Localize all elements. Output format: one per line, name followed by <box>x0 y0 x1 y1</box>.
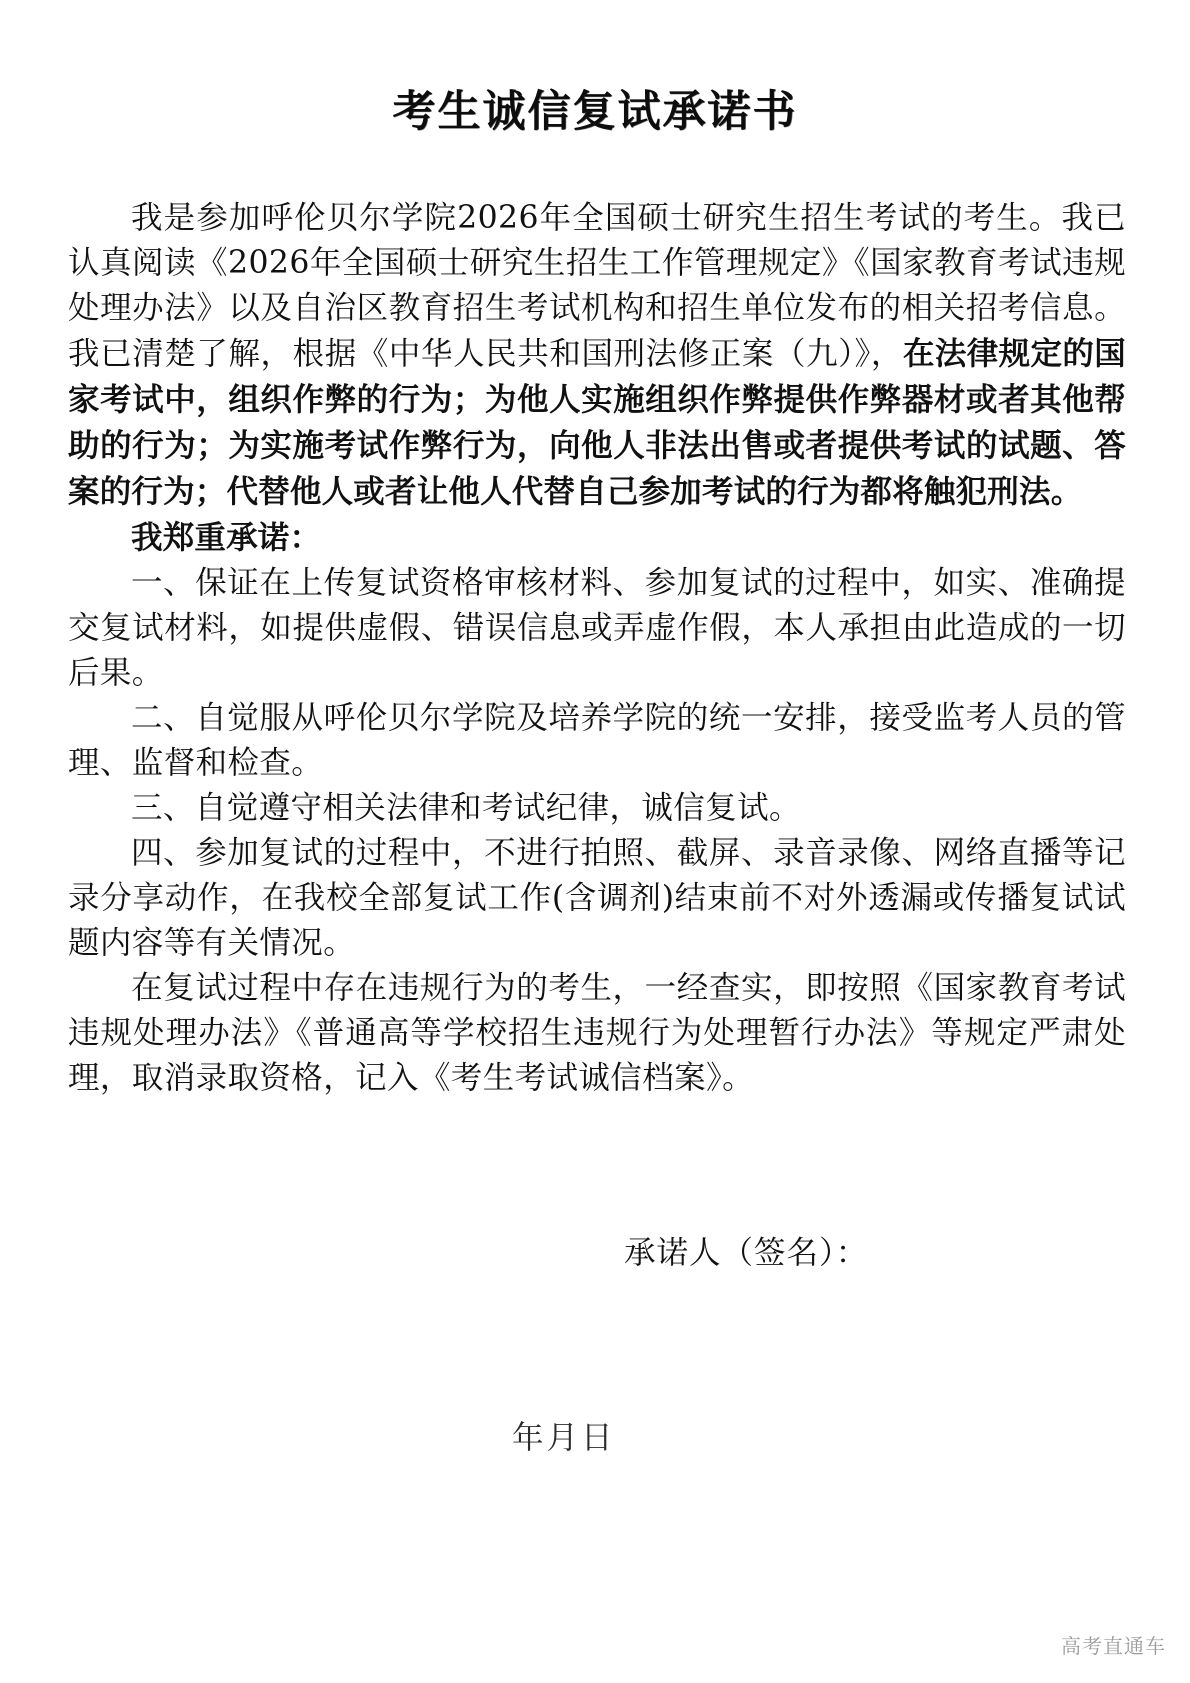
signature-block <box>68 1226 1126 1280</box>
signer-label: 承诺人（签名）： <box>624 1235 869 1271</box>
text-run: 四、参加复试的过程中，不进行拍照、截屏、录音录像、网络直播等记录分享动作，在我校全部复试工作(含调剂)结束前不对外透漏或传播复试试题内容等有关情况。 <box>68 835 1126 961</box>
text-run: 在法律规定的国家考试中，组织作弊的行为；为他人实施组织作弊提供作弊器材或者其他帮助的行为；为实施考试作弊行为，向他人非法出售或者提供考试的试题、答案的行为；代替他人或者让他人代替自己参加考试的行为都将触犯刑法。 <box>68 335 1126 510</box>
text-run: 二、自觉服从呼伦贝尔学院及培养学院的统一安排，接受监考人员的管理、监督和检查。 <box>68 700 1126 781</box>
paragraph-intro <box>68 196 1126 515</box>
page-title: 考生诚信复试承诺书 <box>392 87 798 137</box>
paragraph-item-4 <box>68 831 1126 966</box>
paragraph-item-3 <box>68 786 1126 831</box>
date-label: 年月日 <box>512 1420 616 1456</box>
text-run: 一、保证在上传复试资格审核材料、参加复试的过程中，如实、准确提交复试材料，如提供虚假、错误信息或弄虚作假，本人承担由此造成的一切后果。 <box>68 565 1126 691</box>
text-run: 在复试过程中存在违规行为的考生，一经查实，即按照《国家教育考试违规处理办法》《普通高等学校招生违规行为处理暂行办法》等规定严肃处理，取消录取资格，记入《考生考试诚信档案》。 <box>68 970 1126 1096</box>
document-body <box>68 196 1126 1101</box>
text-run: 我是参加呼伦贝尔学院2026年全国硕士研究生招生考试的考生。我已认真阅读《2026年全国硕士研究生招生工作管理规定》《国家教育考试违规处理办法》以及自治区教育招生考试机构和招生单位发布的相关招考信息。我已清楚了解，根据《中华人民共和国刑法修正案（九）》， <box>68 200 1126 372</box>
paragraph-item-1 <box>68 561 1126 696</box>
text-run: 我郑重承诺： <box>131 519 322 556</box>
paragraph-pledge-heading <box>68 515 1126 561</box>
paragraph-penalty <box>68 966 1126 1101</box>
watermark: 高考直通车 <box>1061 1634 1166 1658</box>
paragraph-item-2 <box>68 696 1126 786</box>
text-run: 三、自觉遵守相关法律和考试纪律，诚信复试。 <box>131 790 801 826</box>
